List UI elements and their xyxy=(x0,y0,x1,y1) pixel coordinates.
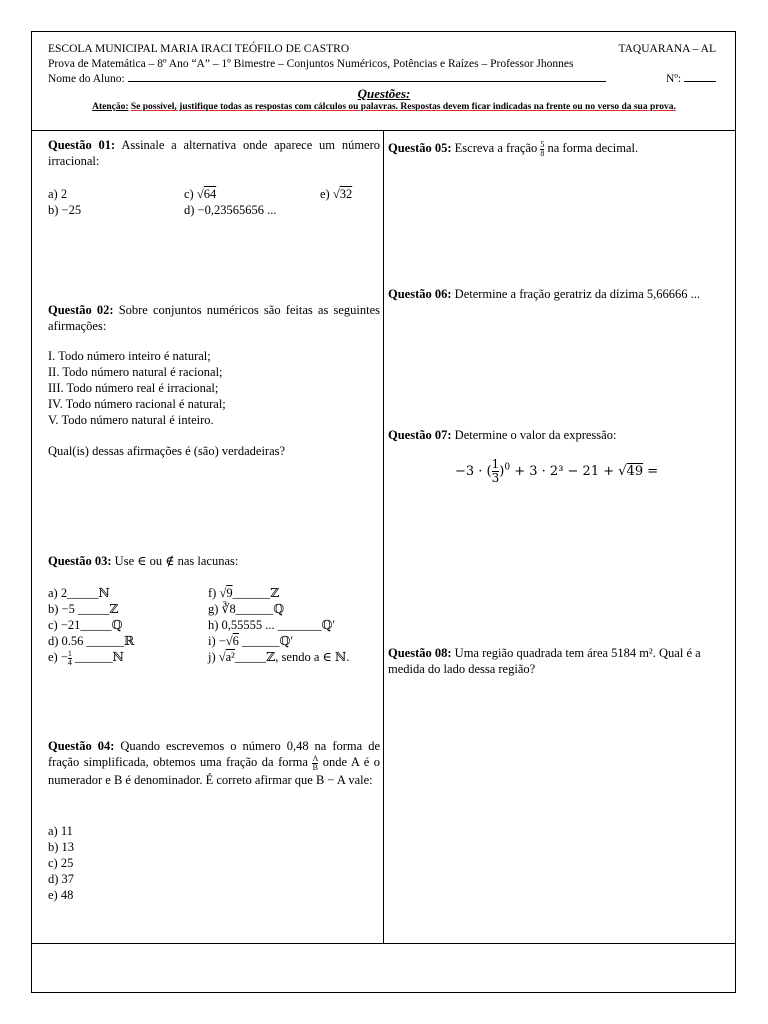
city: TAQUARANA – AL xyxy=(618,43,716,55)
q01-text: Assinale a alternativa onde aparece um número irracional: xyxy=(48,138,380,168)
q02-item-3: III. Todo número real é irracional; xyxy=(48,381,219,395)
number-label: Nº: xyxy=(666,73,682,85)
q03-text: Use ∈ ou ∉ nas lacunas: xyxy=(114,554,239,568)
q06-label: Questão 06: xyxy=(388,287,452,301)
q05-text1: Escreva a fração xyxy=(454,141,538,155)
attention-label: Atenção: xyxy=(92,102,129,112)
question-08 xyxy=(388,645,721,677)
question-03 xyxy=(48,553,380,569)
q04-option-d: d) 37 xyxy=(48,872,75,886)
q04-text2: onde A é o numerador e B é denominador. É correto afirmar que B − A vale: xyxy=(48,755,381,787)
q04-options xyxy=(48,823,380,903)
q07-text: Determine o valor da expressão: xyxy=(454,428,617,442)
q04-option-b: b) 13 xyxy=(48,840,75,854)
question-04 xyxy=(48,738,380,788)
question-02 xyxy=(48,302,380,334)
q08-text: Uma região quadrada tem área 5184 m². Qual é a medida do lado dessa região? xyxy=(388,646,701,676)
question-01 xyxy=(48,137,380,169)
q07-expression: −3 · ( $\frac{1}{3}$ )$^0$ + 3 · 2³ − 21 + √49 = xyxy=(455,457,659,485)
q04-text1: Quando escrevemos o número 0,48 na forma de fração simplificada, obtemos uma fração da forma xyxy=(48,739,380,769)
q03-item-d: d) 0.56 ______ℝ xyxy=(48,634,135,648)
q03-item-h: h) 0,55555 ... _______ℚ′ xyxy=(208,618,336,632)
q02-item-2: II. Todo número natural é racional; xyxy=(48,365,223,379)
q03-item-c: c) −21_____ℚ xyxy=(48,618,123,632)
q02-label: Questão 02: xyxy=(48,303,114,317)
q03-item-e: e) − $\frac{1}{4}$ ______ℕ xyxy=(48,648,124,667)
q07-label: Questão 07: xyxy=(388,428,452,442)
question-05 xyxy=(388,140,721,158)
q03-item-f: f) √9______ℤ xyxy=(208,586,280,600)
exam-subtitle: Prova de Matemática – 8º Ano “A” – 1º Bimestre – Conjuntos Numéricos, Potências e Raízes – Professor Jhonnes xyxy=(48,58,574,70)
q04-option-a: a) 11 xyxy=(48,824,73,838)
column-divider xyxy=(383,131,384,943)
attention-text: Se possível, justifique todas as respostas com cálculos ou palavras. Respostas devem ficar indicadas na frente ou no verso da sua prova. xyxy=(130,102,676,112)
question-06 xyxy=(388,286,721,302)
name-label: Nome do Aluno: xyxy=(48,73,125,85)
header xyxy=(48,42,716,87)
q02-item-4: IV. Todo número racional é natural; xyxy=(48,397,226,411)
q04-label: Questão 04: xyxy=(48,739,115,753)
q04-fraction: $\frac{A}{B}$ xyxy=(312,753,319,772)
bottom-rule xyxy=(32,943,735,944)
q01-option-c: c) √64 xyxy=(184,187,217,201)
q06-text: Determine a fração geratriz da dízima 5,66666 ... xyxy=(454,287,701,301)
q01-label: Questão 01: xyxy=(48,138,116,152)
school-name: ESCOLA MUNICIPAL MARIA IRACI TEÓFILO DE CASTRO xyxy=(48,43,350,55)
q02-items xyxy=(48,348,380,428)
q01-option-a: a) 2 xyxy=(48,187,68,201)
q08-label: Questão 08: xyxy=(388,646,452,660)
q03-item-j: j) √a²_____ℤ, sendo a ∈ ℕ. xyxy=(208,650,350,664)
q05-fraction: $\frac{5}{8}$ xyxy=(540,139,545,158)
q03-item-a: a) 2_____ℕ xyxy=(48,586,110,600)
questoes-title: Questões: xyxy=(357,86,411,101)
q01-option-d: d) −0,23565656 ... xyxy=(184,203,277,217)
q03-items xyxy=(48,585,380,667)
number-field[interactable] xyxy=(684,81,716,82)
q05-label: Questão 05: xyxy=(388,141,452,155)
q02-text: Sobre conjuntos numéricos são feitas as seguintes afirmações: xyxy=(48,303,380,333)
q01-option-b: b) −25 xyxy=(48,203,82,217)
q04-option-e: e) 48 xyxy=(48,888,74,902)
q02-question: Qual(is) dessas afirmações é (são) verdadeiras? xyxy=(48,444,286,458)
attention-note xyxy=(48,101,720,113)
q03-item-b: b) −5 _____ℤ xyxy=(48,602,119,616)
q05-text2: na forma decimal. xyxy=(547,141,639,155)
q03-item-g: g) ∛8______ℚ xyxy=(208,602,285,616)
q03-label: Questão 03: xyxy=(48,554,112,568)
name-field[interactable] xyxy=(128,81,606,82)
q01-option-e: e) √32 xyxy=(320,187,353,201)
q02-item-1: I. Todo número inteiro é natural; xyxy=(48,349,211,363)
question-07 xyxy=(388,427,721,443)
q02-item-5: V. Todo número natural é inteiro. xyxy=(48,413,214,427)
q03-item-i: i) −√6 ______ℚ′ xyxy=(208,634,294,648)
q01-options xyxy=(48,186,380,218)
q04-option-c: c) 25 xyxy=(48,856,74,870)
